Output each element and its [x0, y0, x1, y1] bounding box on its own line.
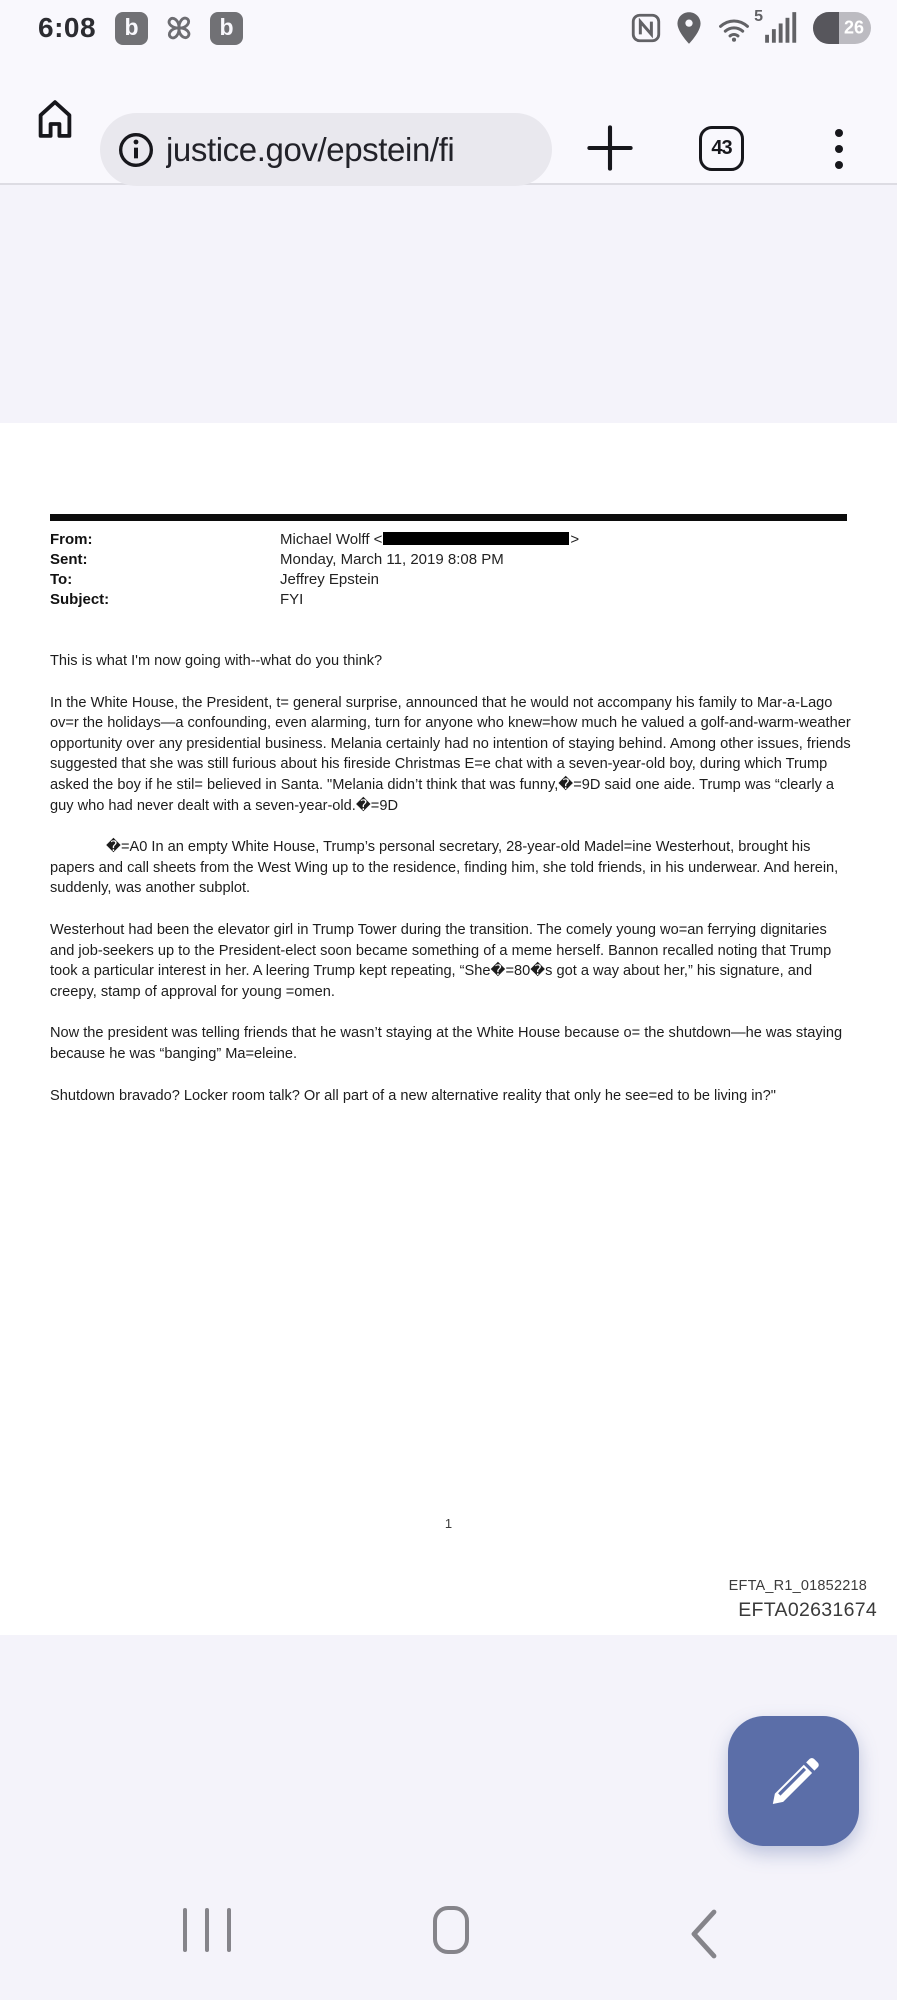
email-paragraph: Westerhout had been the elevator girl in Trump Tower during the transition. The comely young wo=an ferrying dignitaries and job-seekers up to the President-elect soon became something of a meme herself. Bannon recalled noting that Trump took a particular interest in her. A leering Trump kept repeating, “She�=80�s got a way about her,” his signature, and creepy, stamp of approval for young =omen. [50, 921, 832, 1000]
location-icon [674, 11, 704, 45]
notification-app-b-icon: b [115, 12, 148, 45]
from-label: From: [50, 531, 93, 548]
status-bar [0, 0, 897, 56]
wifi-icon [715, 8, 763, 44]
from-name: Michael Wolff < [280, 531, 383, 548]
browser-toolbar [0, 56, 897, 185]
to-label: To: [50, 571, 73, 588]
battery-percent: 26 [843, 17, 864, 38]
redaction-bar [383, 532, 569, 545]
pencil-icon [763, 1750, 825, 1812]
wifi-5-label: 5 [754, 8, 763, 25]
email-sent-row [50, 550, 850, 570]
page-number: 1 [444, 1516, 453, 1531]
page-info-icon[interactable] [116, 130, 156, 170]
email-paragraph: This is what I'm now going with--what do you think? [50, 653, 383, 669]
email-header [50, 530, 850, 610]
sent-label: Sent: [50, 551, 88, 568]
home-nav-button[interactable] [433, 1906, 469, 1954]
email-paragraph: Now the president was telling friends that he wasn’t staying at the White House because o= the shutdown—he was staying because he was “banging” Ma=eleine. [50, 1025, 843, 1062]
navigation-bar [0, 1880, 897, 2000]
email-paragraph: In the White House, the President, t= general surprise, announced that he would not accompany his family to Mar-a-Lago ov=r the holidays—a confounding, even alarming, turn for anyone who knew=how much he valued a golf-and-warm-weather opportunity over any presidential business. Melania certainly had no intention of staying behind. Among other issues, friends suggested that she was still furious about his fireside Christmas E=e chat with a seven-year-old boy, during which Trump asked the boy if he stil= believed in Santa. "Melania didn’t think that was funny,�=9D said one aide. Trump was “clearly a guy who had never dealt with a seven-year-old.�=9D [50, 694, 851, 814]
subject-label: Subject: [50, 591, 110, 608]
notification-app-b-icon: b [210, 12, 243, 45]
overflow-menu-button[interactable] [829, 120, 849, 178]
battery-indicator [813, 12, 871, 44]
back-button[interactable] [686, 1908, 722, 1963]
from-value [280, 530, 579, 550]
battery-fill-level [813, 12, 839, 44]
recents-button[interactable] [183, 1908, 231, 1952]
url-bar[interactable] [100, 113, 552, 186]
clock: 6:08 [38, 12, 97, 43]
signal-strength-icon [764, 12, 798, 44]
tab-switcher-button[interactable] [699, 126, 744, 171]
bates-number-secondary: EFTA_R1_01852218 [728, 1578, 867, 1594]
home-button[interactable] [32, 96, 78, 145]
pdf-document-page [0, 423, 897, 1635]
new-tab-button[interactable] [584, 122, 636, 177]
email-to-row [50, 570, 850, 590]
from-suffix: > [570, 531, 580, 548]
pinwheel-notification-icon [159, 8, 199, 48]
sent-value: Monday, March 11, 2019 8:08 PM [280, 551, 504, 568]
email-header-rule [50, 514, 847, 521]
edit-fab-button[interactable] [728, 1716, 859, 1846]
email-paragraph: �=A0 In an empty White House, Trump’s personal secretary, 28-year-old Madel=ine Westerhout, brought his papers and call sheets from the West Wing up to the residence, finding him, she told friends, in his underwear. And herein, suddenly, was another subplot. [50, 839, 839, 897]
email-subject-row [50, 590, 850, 610]
email-body [50, 651, 852, 1127]
subject-value: FYI [280, 591, 304, 608]
tab-count: 43 [711, 137, 732, 159]
email-from-row [50, 530, 850, 550]
to-value: Jeffrey Epstein [280, 571, 379, 588]
bates-number-primary: EFTA02631674 [738, 1599, 877, 1621]
nfc-icon [629, 11, 663, 45]
email-paragraph: Shutdown bravado? Locker room talk? Or all part of a new alternative reality that only he see=ed to be living in?" [50, 1087, 776, 1104]
url-text[interactable]: justice.gov/epstein/fi [166, 130, 455, 168]
